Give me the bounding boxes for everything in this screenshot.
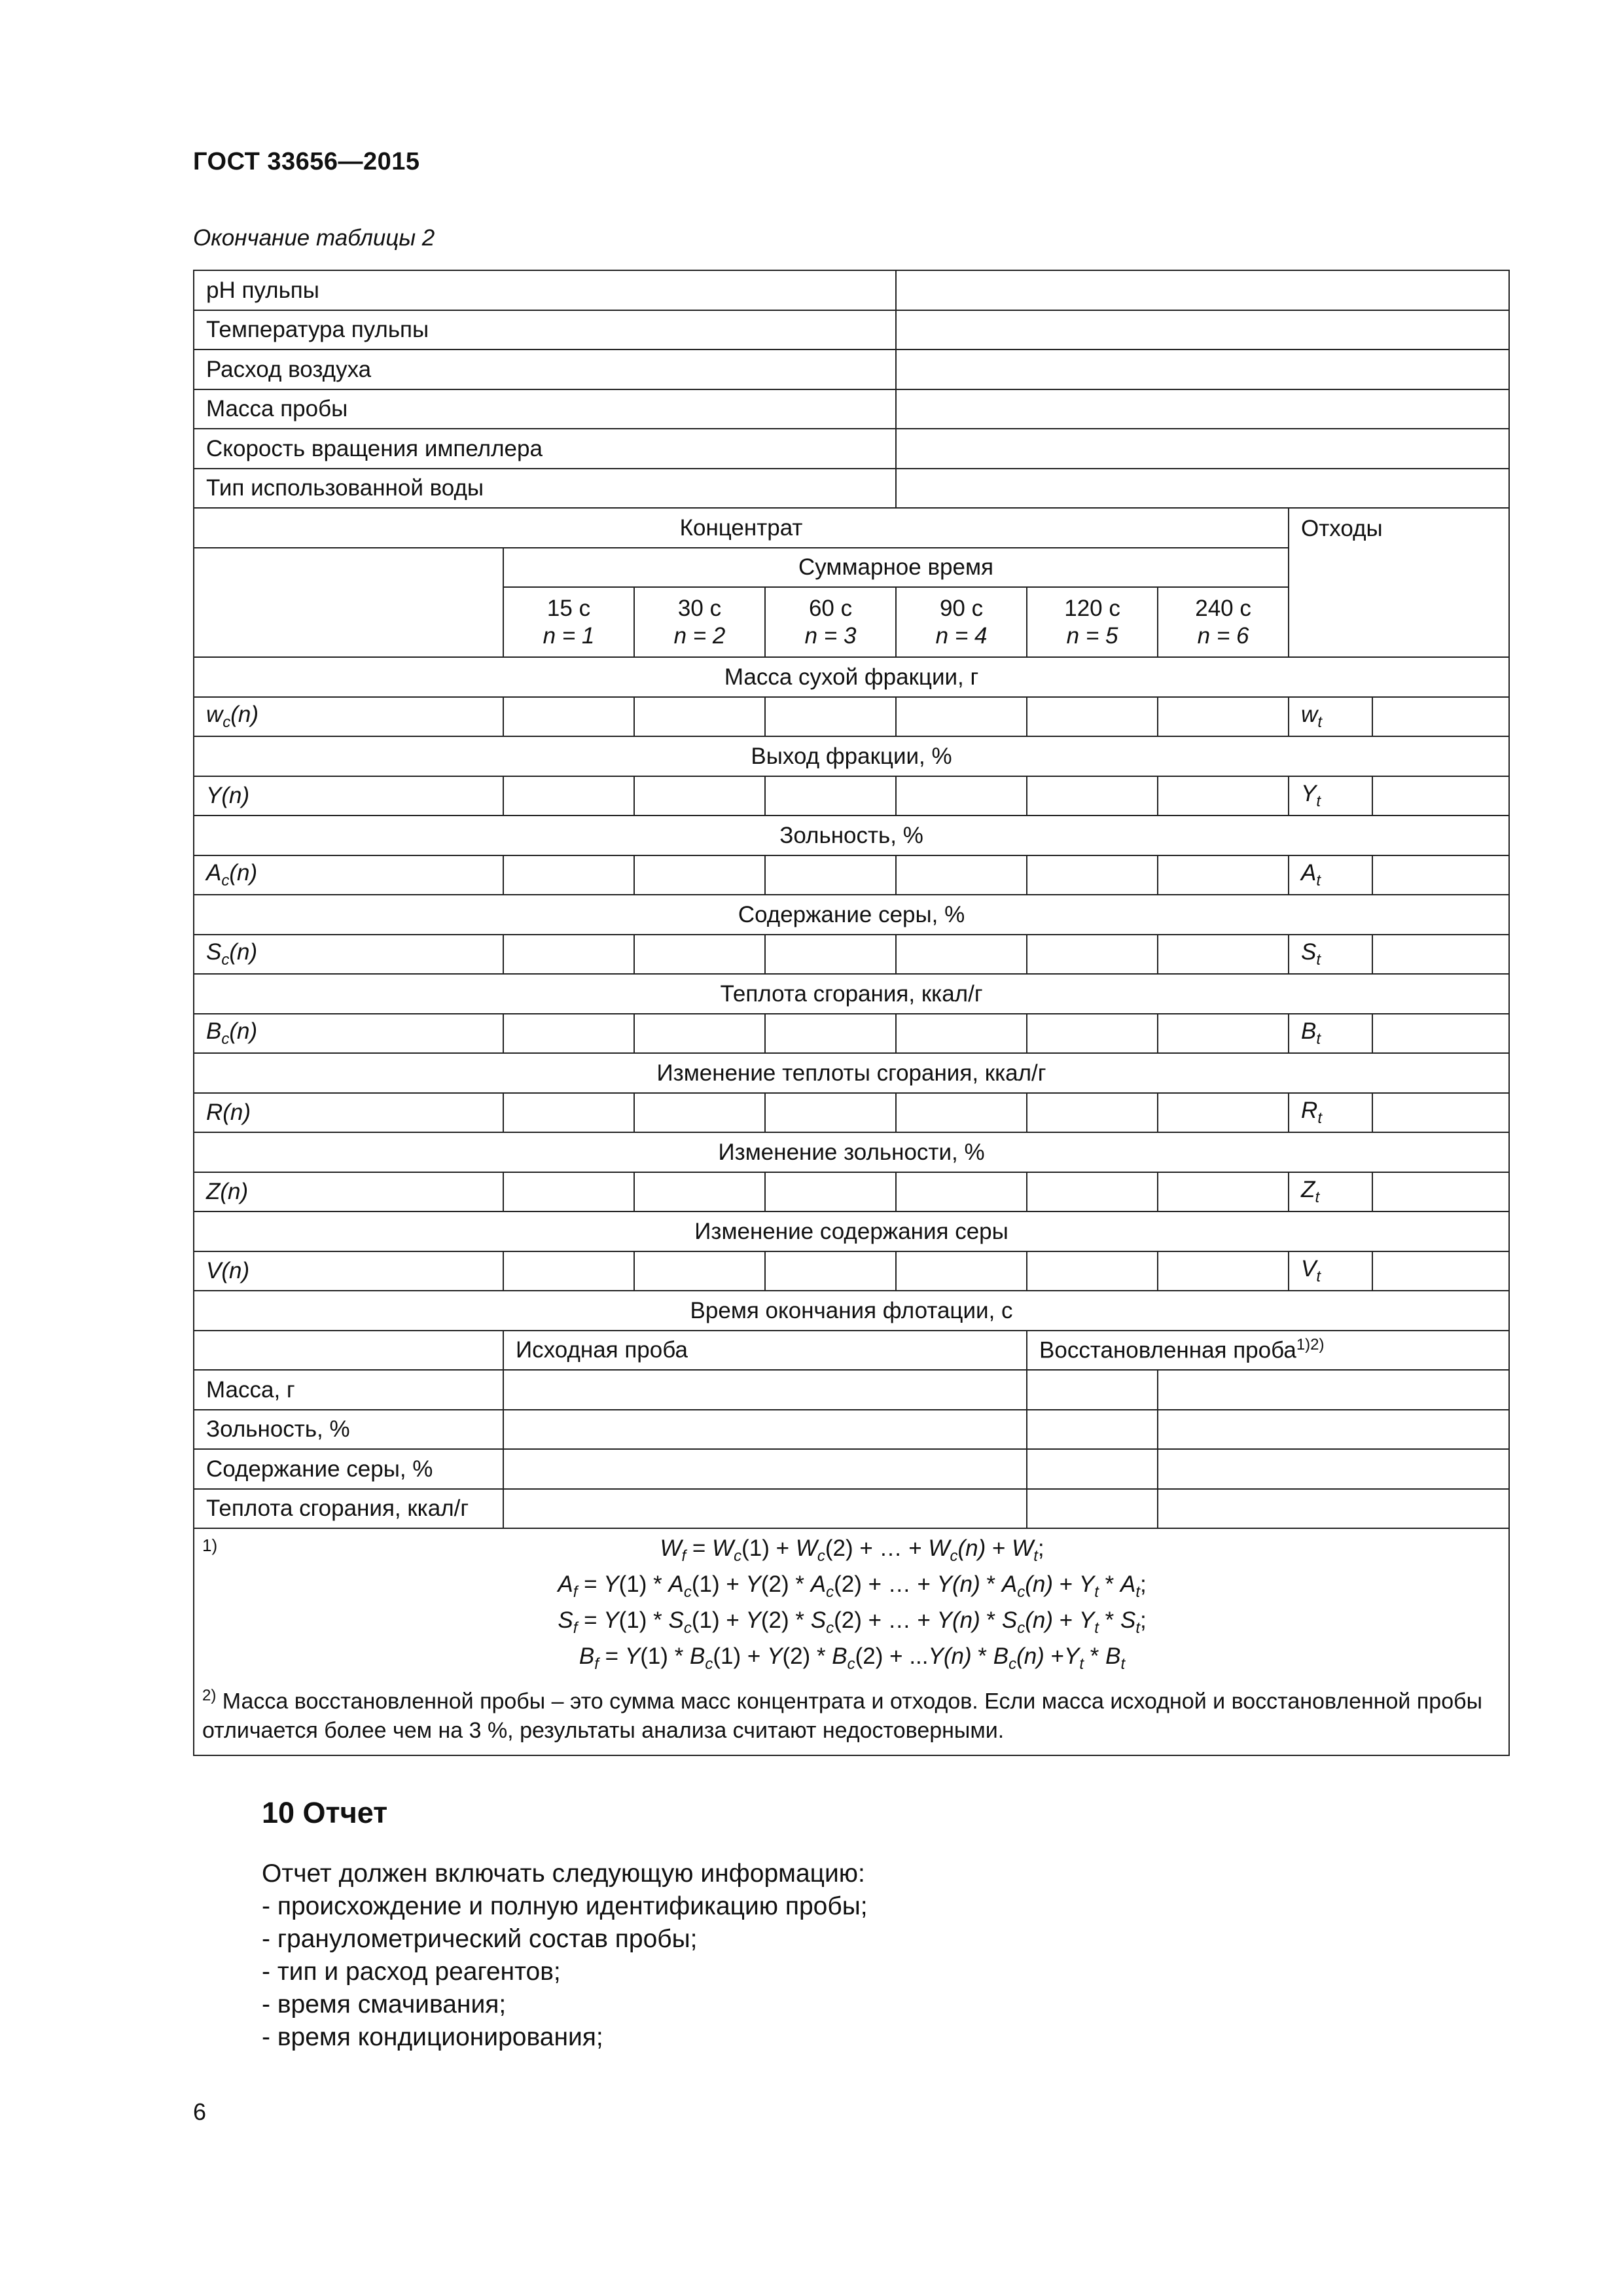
param-label: рН пульпы: [194, 270, 896, 310]
time-value: 240 с: [1195, 596, 1251, 622]
tailings-value: [1372, 1093, 1509, 1133]
formula-w: $W_f = W_c(1) + W_c(2)$ + … + $W_c(n) + W_t$;: [660, 1535, 1044, 1565]
value-cell: [634, 776, 765, 816]
symbol-base: A: [206, 860, 222, 886]
value-cell: [765, 776, 896, 816]
empty-cell: [194, 1331, 503, 1371]
footnotes: [194, 1528, 1509, 1755]
value-cell: [896, 935, 1027, 975]
section-title-row: [194, 1291, 1509, 1331]
symbol-argument: (n): [220, 1179, 249, 1205]
footnote-row: [194, 1528, 1509, 1755]
row-symbol: [194, 1172, 503, 1212]
formula-s: $S_f = Y(1) * S_c(1) + Y(2) * S_c(2)$ + … + $Y(n) * S_c(n) + Y_t * S_t$;: [558, 1607, 1147, 1637]
section-data-row: [194, 1251, 1509, 1291]
sample-property: Теплота сгорания, ккал/г: [194, 1489, 503, 1529]
value-cell: [765, 935, 896, 975]
symbol-base: R: [1301, 1098, 1318, 1124]
tailings-value: [1372, 1014, 1509, 1054]
param-row: [194, 270, 1509, 310]
time-value: 15 с: [546, 596, 591, 622]
symbol-argument: (n): [223, 1100, 251, 1126]
value-cell: [896, 1251, 1027, 1291]
restored-value: [1158, 1489, 1509, 1529]
list-item: - гранулометрический состав пробы;: [262, 1925, 698, 1953]
tailings-symbol: [1289, 1093, 1372, 1133]
tailings-value: [1372, 935, 1509, 975]
symbol-base: w: [1301, 702, 1318, 728]
sample-property: Зольность, %: [194, 1410, 503, 1450]
value-cell: [634, 1251, 765, 1291]
sample-property: Масса, г: [194, 1370, 503, 1410]
value-cell: [896, 1172, 1027, 1212]
step-index: n = 4: [935, 622, 988, 649]
value-cell: [765, 697, 896, 737]
param-label: Скорость вращения импеллера: [194, 429, 896, 469]
flotation-end-title: Время окончания флотации, с: [194, 1291, 1509, 1331]
symbol-base: B: [1301, 1018, 1317, 1045]
value-cell: [503, 935, 634, 975]
tailings-symbol: [1289, 697, 1372, 737]
value-cell: [1027, 935, 1158, 975]
sample-row: [194, 1489, 1509, 1529]
tailings-symbol: [1289, 855, 1372, 895]
list-item: - происхождение и полную идентификацию пробы;: [262, 1892, 868, 1920]
param-row: [194, 389, 1509, 429]
tailings-symbol: [1289, 935, 1372, 975]
sample-header-row: [194, 1331, 1509, 1371]
empty-header-cell: [194, 548, 503, 658]
time-header: [896, 587, 1027, 657]
symbol-subscript: c: [223, 713, 231, 732]
section-title-row: [194, 1132, 1509, 1172]
section-title-row: [194, 1053, 1509, 1093]
symbol-base: Y: [1301, 781, 1317, 807]
step-index: n = 3: [804, 622, 857, 649]
value-cell: [1158, 1014, 1289, 1054]
step-index: n = 5: [1066, 622, 1118, 649]
section-title: Масса сухой фракции, г: [194, 657, 1509, 697]
row-symbol: [194, 1093, 503, 1133]
section-title: Содержание серы, %: [194, 895, 1509, 935]
symbol-subscript: c: [221, 872, 230, 890]
symbol-argument: (n): [230, 702, 259, 728]
tailings-value: [1372, 697, 1509, 737]
formula-b: $B_f = Y(1) * B_c(1) + Y(2) * B_c(2) + ...Y(n) * B_c(n) +Y_t * B_t$: [579, 1643, 1126, 1673]
value-cell: [896, 697, 1027, 737]
param-label: Температура пульпы: [194, 310, 896, 350]
param-value: [896, 389, 1509, 429]
param-value: [896, 270, 1509, 310]
symbol-subscript: t: [1315, 1189, 1320, 1207]
restored-symbol: [1027, 1489, 1158, 1529]
tailings-symbol: [1289, 1251, 1372, 1291]
symbol-base: Y: [206, 783, 222, 809]
section-data-row: [194, 1172, 1509, 1212]
symbol-subscript: t: [1316, 951, 1321, 969]
section-title: Изменение теплоты сгорания, ккал/г: [194, 1053, 1509, 1093]
value-cell: [1158, 1093, 1289, 1133]
symbol-subscript: c: [221, 1030, 230, 1049]
tailings-value: [1372, 776, 1509, 816]
step-index: n = 1: [543, 622, 595, 649]
section-title: Изменение содержания серы: [194, 1211, 1509, 1251]
header-row: [194, 508, 1509, 548]
row-symbol: [194, 855, 503, 895]
table-caption: Окончание таблицы 2: [193, 225, 435, 251]
initial-value: [503, 1410, 1027, 1450]
param-value: [896, 429, 1509, 469]
time-header: [765, 587, 896, 657]
formulas: [202, 1534, 1502, 1678]
param-label: Расход воздуха: [194, 350, 896, 389]
value-cell: [896, 1014, 1027, 1054]
section-title-row: [194, 895, 1509, 935]
total-time-header: Суммарное время: [503, 548, 1289, 588]
symbol-subscript: t: [1317, 713, 1322, 732]
time-value: 120 с: [1064, 596, 1120, 622]
value-cell: [503, 1014, 634, 1054]
concentrate-header: Концентрат: [194, 508, 1289, 548]
value-cell: [765, 855, 896, 895]
tailings-value: [1372, 1251, 1509, 1291]
value-cell: [634, 855, 765, 895]
symbol-base: V: [206, 1258, 222, 1284]
value-cell: [1158, 776, 1289, 816]
section-title-row: [194, 1211, 1509, 1251]
section-data-row: [194, 935, 1509, 975]
value-cell: [503, 855, 634, 895]
restored-value: [1158, 1410, 1509, 1450]
tailings-value: [1372, 855, 1509, 895]
symbol-subscript: t: [1317, 1109, 1322, 1128]
section-10-title: 10 Отчет: [262, 1796, 388, 1829]
value-cell: [634, 697, 765, 737]
tailings-symbol: [1289, 1014, 1372, 1054]
value-cell: [1158, 935, 1289, 975]
value-cell: [765, 1251, 896, 1291]
symbol-subscript: t: [1316, 1030, 1321, 1049]
symbol-argument: (n): [229, 860, 258, 886]
value-cell: [634, 1014, 765, 1054]
section-title-row: [194, 657, 1509, 697]
symbol-base: A: [1301, 860, 1317, 886]
section-data-row: [194, 855, 1509, 895]
value-cell: [503, 1251, 634, 1291]
value-cell: [765, 1014, 896, 1054]
value-cell: [503, 697, 634, 737]
symbol-subscript: c: [221, 951, 230, 969]
list-item: - тип и расход реагентов;: [262, 1958, 561, 1986]
section-data-row: [194, 1014, 1509, 1054]
restored-value: [1158, 1370, 1509, 1410]
tailings-symbol: [1289, 1172, 1372, 1212]
initial-value: [503, 1489, 1027, 1529]
symbol-argument: (n): [229, 939, 258, 965]
symbol-base: Z: [1301, 1177, 1315, 1203]
time-value: 60 с: [808, 596, 853, 622]
param-value: [896, 310, 1509, 350]
row-symbol: [194, 1251, 503, 1291]
restored-label: Восстановленная проба: [1039, 1337, 1296, 1363]
restored-value: [1158, 1449, 1509, 1489]
value-cell: [1027, 855, 1158, 895]
sample-row: [194, 1410, 1509, 1450]
value-cell: [896, 855, 1027, 895]
symbol-base: V: [1301, 1256, 1317, 1282]
step-index: n = 6: [1197, 622, 1249, 649]
row-symbol: [194, 697, 503, 737]
results-table: [193, 270, 1510, 1756]
sample-row: [194, 1370, 1509, 1410]
value-cell: [1027, 776, 1158, 816]
section-title: Зольность, %: [194, 816, 1509, 855]
symbol-subscript: t: [1316, 872, 1321, 890]
time-header: [634, 587, 765, 657]
initial-value: [503, 1370, 1027, 1410]
value-cell: [503, 1093, 634, 1133]
footnote-ref: 1)2): [1296, 1336, 1325, 1354]
value-cell: [1158, 697, 1289, 737]
symbol-argument: (n): [229, 1018, 258, 1045]
document-header: ГОСТ 33656—2015: [193, 148, 420, 175]
param-row: [194, 469, 1509, 509]
symbol-argument: (n): [221, 1258, 250, 1284]
value-cell: [896, 776, 1027, 816]
section-title: Теплота сгорания, ккал/г: [194, 974, 1509, 1014]
symbol-base: w: [206, 702, 223, 728]
param-row: [194, 350, 1509, 389]
value-cell: [1027, 1093, 1158, 1133]
param-value: [896, 350, 1509, 389]
tailings-header: Отходы: [1289, 508, 1509, 657]
param-row: [194, 310, 1509, 350]
symbol-base: S: [1301, 939, 1317, 965]
value-cell: [1158, 1251, 1289, 1291]
symbol-argument: (n): [221, 783, 250, 809]
row-symbol: [194, 935, 503, 975]
time-header: [1027, 587, 1158, 657]
section-title-row: [194, 736, 1509, 776]
section-data-row: [194, 776, 1509, 816]
value-cell: [634, 935, 765, 975]
section-data-row: [194, 697, 1509, 737]
row-symbol: [194, 776, 503, 816]
initial-sample-header: Исходная проба: [503, 1331, 1027, 1371]
param-value: [896, 469, 1509, 509]
footnote-2-mark: 2): [202, 1687, 217, 1704]
value-cell: [1158, 1172, 1289, 1212]
symbol-base: R: [206, 1100, 223, 1126]
step-index: n = 2: [673, 622, 726, 649]
formula-a: $A_f = Y(1) * A_c(1) + Y(2) * A_c(2)$ + … + $Y(n) * A_c(n) + Y_t * A_t$;: [558, 1571, 1147, 1601]
list-item: - время кондиционирования;: [262, 2023, 603, 2051]
initial-value: [503, 1449, 1027, 1489]
section-title-row: [194, 816, 1509, 855]
restored-symbol: [1027, 1370, 1158, 1410]
page-number: 6: [193, 2098, 207, 2125]
symbol-base: S: [206, 939, 222, 965]
section-title: Изменение зольности, %: [194, 1132, 1509, 1172]
time-header: [503, 587, 634, 657]
footnote-1-mark: 1): [202, 1535, 218, 1555]
value-cell: [634, 1093, 765, 1133]
value-cell: [503, 1172, 634, 1212]
row-symbol: [194, 1014, 503, 1054]
tailings-value: [1372, 1172, 1509, 1212]
time-value: 90 с: [939, 596, 984, 622]
value-cell: [1027, 1014, 1158, 1054]
section-title: Выход фракции, %: [194, 736, 1509, 776]
section-10-body: [262, 1857, 868, 2054]
param-label: Тип использованной воды: [194, 469, 896, 509]
param-row: [194, 429, 1509, 469]
section-title-row: [194, 974, 1509, 1014]
value-cell: [896, 1093, 1027, 1133]
time-value: 30 с: [677, 596, 722, 622]
footnote-2-text: Масса восстановленной пробы – это сумма масс концентрата и отходов. Если масса исходной и восстановленной пробы отличается более чем на 3 %, результаты анализа считают недостоверными.: [202, 1689, 1483, 1744]
symbol-subscript: t: [1316, 1268, 1321, 1286]
value-cell: [1027, 1251, 1158, 1291]
value-cell: [1158, 855, 1289, 895]
tailings-symbol: [1289, 776, 1372, 816]
value-cell: [765, 1172, 896, 1212]
param-label: Масса пробы: [194, 389, 896, 429]
footnote-2: [202, 1681, 1502, 1746]
section-10-intro: Отчет должен включать следующую информацию:: [262, 1859, 865, 1888]
sample-property: Содержание серы, %: [194, 1449, 503, 1489]
restored-symbol: [1027, 1449, 1158, 1489]
time-header: [1158, 587, 1289, 657]
symbol-subscript: t: [1316, 793, 1321, 811]
sample-row: [194, 1449, 1509, 1489]
value-cell: [634, 1172, 765, 1212]
list-item: - время смачивания;: [262, 1990, 507, 2018]
symbol-base: Z: [206, 1179, 221, 1205]
section-data-row: [194, 1093, 1509, 1133]
value-cell: [1027, 1172, 1158, 1212]
value-cell: [765, 1093, 896, 1133]
value-cell: [1027, 697, 1158, 737]
value-cell: [503, 776, 634, 816]
restored-symbol: [1027, 1410, 1158, 1450]
symbol-base: B: [206, 1018, 222, 1045]
restored-sample-header: [1027, 1331, 1509, 1371]
